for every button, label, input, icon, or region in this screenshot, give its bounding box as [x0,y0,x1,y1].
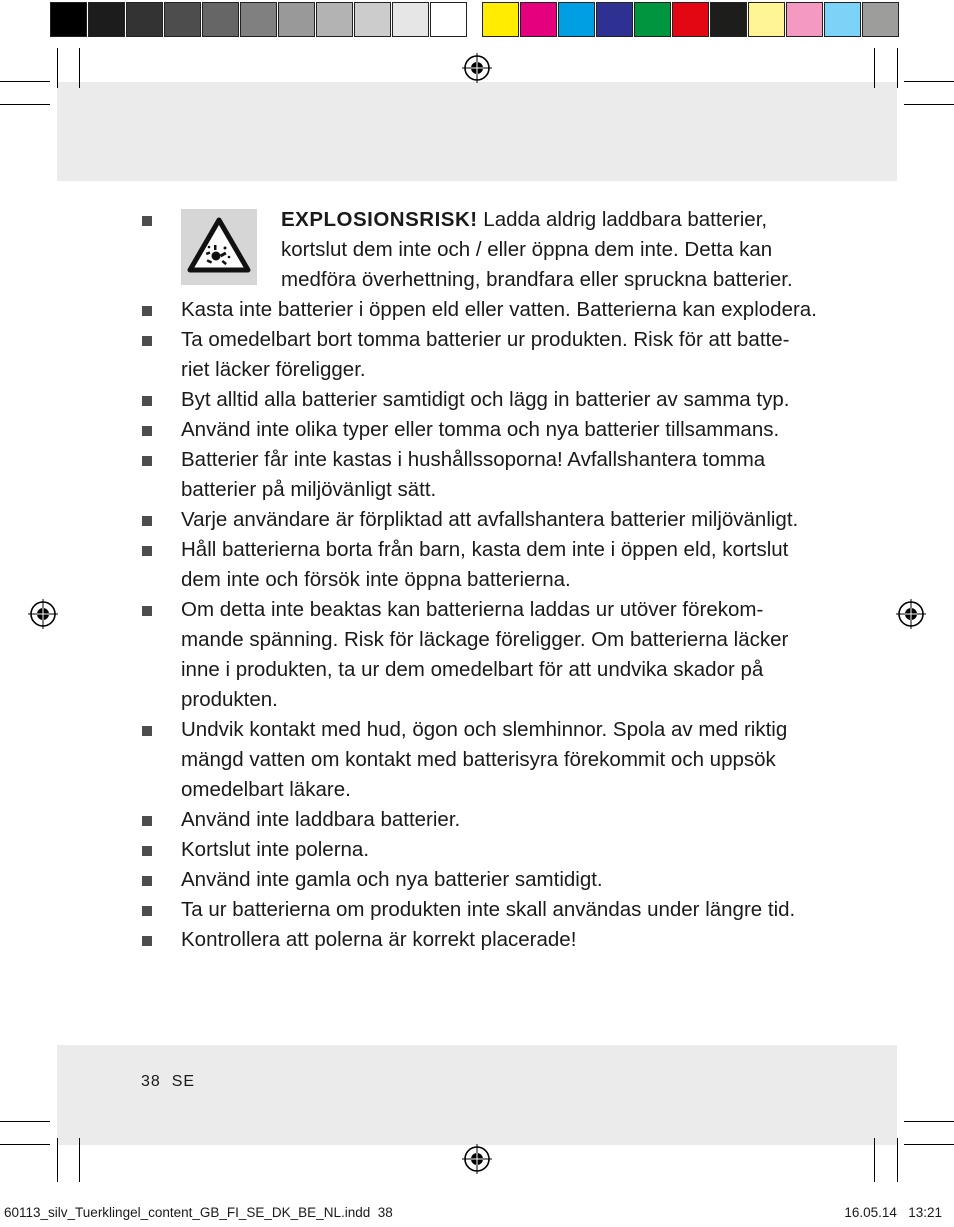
page-footer [141,1073,195,1091]
list-item [140,415,830,445]
battery-safety-list [140,205,830,955]
color-swatch [786,2,823,37]
list-item [140,325,830,385]
list-item-line: Håll batterierna borta från barn, kasta dem inte i öppen eld, kortslut [181,538,789,561]
list-item [140,535,830,595]
color-swatch [634,2,671,37]
crop-mark [57,48,58,88]
crop-mark [904,1121,954,1122]
color-swatch [558,2,595,37]
color-swatch [202,2,239,37]
list-item [140,895,830,925]
bullet [142,846,152,856]
list-item-line: Om detta inte beaktas kan batterierna laddas ur utöver förekom- [181,598,764,621]
color-swatch [862,2,899,37]
color-swatch [482,2,519,37]
color-swatch [278,2,315,37]
color-swatch [88,2,125,37]
warning-line: Ladda aldrig laddbara batterier, [483,208,768,231]
list-item [140,925,830,955]
warning-line: medföra överhettning, brandfara eller spruckna batterier. [281,268,793,291]
list-item-line: Ta ur batterierna om produkten inte skall användas under längre tid. [181,898,796,921]
slug-date: 16.05.14 [844,1205,897,1220]
color-swatch [596,2,633,37]
list-item [140,865,830,895]
crop-mark [0,81,50,82]
list-item [140,385,830,415]
slug-page: 38 [377,1205,393,1220]
color-swatch [710,2,747,37]
color-swatch [50,2,87,37]
registration-mark-icon [896,599,926,629]
crop-mark [904,1144,954,1145]
list-item-line: inne i produkten, ta ur dem omedelbart för att undvika skador på [181,658,764,681]
crop-mark [904,104,954,105]
list-item-line: omedelbart läkare. [181,778,351,801]
crop-mark [874,48,875,88]
footer-band [57,1045,897,1145]
crop-mark [79,1138,80,1182]
list-item-line: Använd inte laddbara batterier. [181,808,461,831]
print-slug-date [844,1205,942,1220]
crop-mark [0,104,50,105]
bullet [142,456,152,466]
bullet [142,936,152,946]
slug-filename: 60113_silv_Tuerklingel_content_GB_FI_SE_DK_BE_NL.indd [4,1205,371,1220]
grayscale-calibration-bar [50,2,468,39]
bullet [142,816,152,826]
bullet [142,726,152,736]
list-item-line: batterier på miljövänligt sätt. [181,478,437,501]
bullet [142,876,152,886]
list-item [140,295,830,325]
bullet [142,336,152,346]
explosion-warning [140,205,830,295]
color-swatch [240,2,277,37]
list-item-line: dem inte och försök inte öppna batterierna. [181,568,571,591]
bullet [142,906,152,916]
crop-mark [0,1144,50,1145]
color-swatch [392,2,429,37]
list-item [140,445,830,505]
registration-mark-icon [462,1144,492,1174]
list-item-line: mängd vatten om kontakt med batterisyra förekommit och uppsök [181,748,776,771]
list-item [140,835,830,865]
explosive-hazard-icon [181,209,257,285]
list-item [140,805,830,835]
list-item-line: Använd inte gamla och nya batterier samtidigt. [181,868,603,891]
bullet [142,216,152,226]
warning-line: kortslut dem inte och / eller öppna dem inte. Detta kan [281,238,773,261]
bullet [142,396,152,406]
list-item-line: Ta omedelbart bort tomma batterier ur produkten. Risk för att batte- [181,328,790,351]
list-item-line: Använd inte olika typer eller tomma och nya batterier tillsammans. [181,418,780,441]
list-item-line: Undvik kontakt med hud, ögon och slemhinnor. Spola av med riktig [181,718,788,741]
bullet [142,516,152,526]
color-swatch [354,2,391,37]
list-item-line: Varje användare är förpliktad att avfallshantera batterier miljövänligt. [181,508,799,531]
color-swatch [164,2,201,37]
color-swatch [126,2,163,37]
safety-items [140,295,830,955]
crop-mark [57,1138,58,1182]
crop-mark [874,1138,875,1182]
warning-heading: EXPLOSIONSRISK! [281,208,478,231]
slug-time: 13:21 [908,1205,942,1220]
bullet [142,606,152,616]
crop-mark [897,1138,898,1182]
color-calibration-bar [482,2,900,39]
list-item [140,715,830,805]
language-code: SE [171,1073,196,1090]
list-item-line: Kontrollera att polerna är korrekt placerade! [181,928,577,951]
list-item [140,595,830,715]
color-swatch [316,2,353,37]
bullet [142,306,152,316]
list-item-line: produkten. [181,688,278,711]
list-item-line: mande spänning. Risk för läckage föreligger. Om batterierna läcker [181,628,789,651]
bullet [142,426,152,436]
page-number: 38 [141,1073,161,1090]
bullet [142,546,152,556]
color-swatch [520,2,557,37]
color-swatch [430,2,467,37]
color-swatch [824,2,861,37]
list-item-line: Batterier får inte kastas i hushållssoporna! Avfallshantera tomma [181,448,766,471]
crop-mark [897,48,898,88]
list-item [140,505,830,535]
list-item-line: Byt alltid alla batterier samtidigt och lägg in batterier av samma typ. [181,388,790,411]
crop-mark [0,1121,50,1122]
header-band [57,82,897,181]
registration-mark-icon [28,599,58,629]
color-swatch [672,2,709,37]
list-item-line: Kortslut inte polerna. [181,838,370,861]
print-slug-file [4,1205,393,1220]
list-item-line: riet läcker föreligger. [181,358,366,381]
crop-mark [79,48,80,88]
crop-mark [904,81,954,82]
registration-mark-icon [462,53,492,83]
color-swatch [748,2,785,37]
list-item-line: Kasta inte batterier i öppen eld eller vatten. Batterierna kan explodera. [181,298,817,321]
